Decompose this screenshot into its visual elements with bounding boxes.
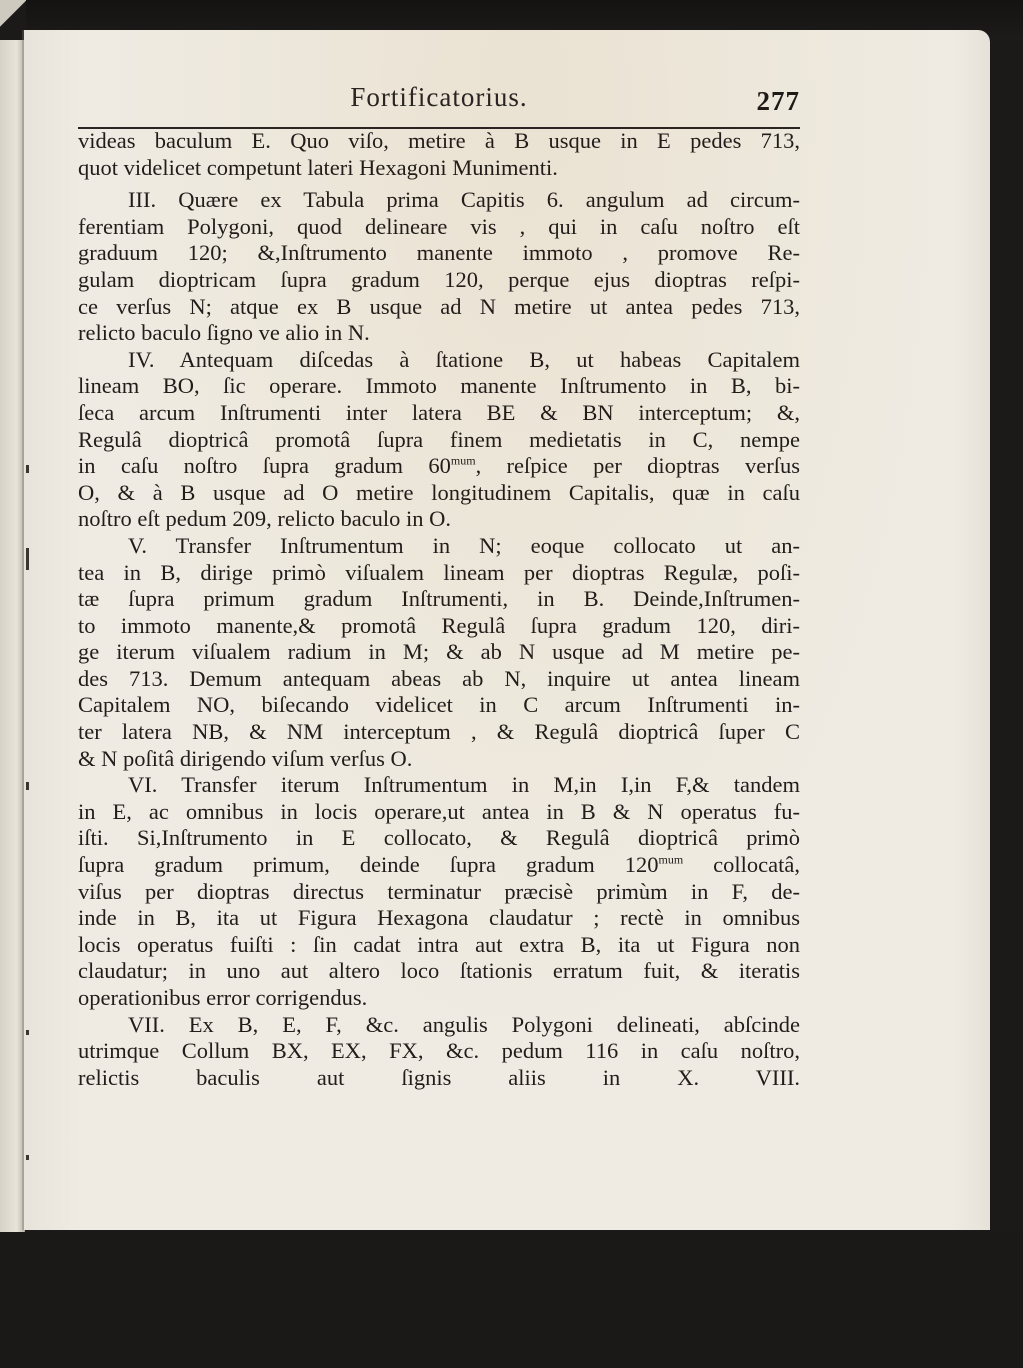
text-line: VII. Ex B, E, F, &c. angulis Polygoni delineati, abſcinde [128, 1011, 800, 1037]
page-number: 277 [756, 86, 800, 116]
text-line: viſus per dioptras directus terminatur præcisè primùm in F, de- [78, 878, 800, 904]
paragraph-III [78, 187, 800, 347]
text-line: V. Transfer Inſtrumentum in N; eoque collocato ut an- [128, 532, 800, 558]
margin-ink-mark [26, 465, 29, 473]
margin-ink-mark [26, 1155, 29, 1160]
paragraph-continuation [78, 128, 800, 181]
text-line: & N poſitâ dirigendo viſum verſus O. [78, 745, 413, 771]
scan-background-bottom [0, 1232, 1023, 1368]
paragraph-IV [78, 347, 800, 533]
text-line: to immoto manente,& promotâ Regulâ ſupra gradum 120, diri- [78, 612, 800, 638]
text-line: operationibus error corrigendus. [78, 985, 368, 1010]
text-line: noſtro eſt pedum 209, relicto baculo in O. [78, 506, 452, 532]
text-segment: relictis baculis aut ſignis aliis in X. [78, 1064, 700, 1090]
margin-ink-mark [26, 782, 29, 790]
paragraph-V [78, 533, 800, 772]
text-line: videas baculum E. Quo viſo, metire à B usque in E pedes 713, [78, 128, 800, 153]
text-line: IV. Antequam diſcedas à ſtatione B, ut habeas Capitalem [128, 346, 800, 372]
running-title: Fortificatorius. [350, 82, 528, 112]
text-line: Regulâ dioptricâ promotâ ſupra finem medietatis in C, nempe [78, 426, 800, 452]
gutter-fold [22, 30, 24, 1230]
text-line-with-catchword [78, 1065, 800, 1092]
ordinal-superscript: mum [658, 852, 684, 867]
text-line: lineam BO, ſic operare. Immoto manente Inſtrumento in B, bi- [78, 373, 800, 399]
text-line: tæ ſupra primum gradum Inſtrumenti, in B. Deinde,Inſtrumen- [78, 586, 800, 612]
text-line: ferentiam Polygoni, quod delineare vis , qui in caſu noſtro eſt [78, 213, 800, 239]
text-line: graduum 120; &,Inſtrumento manente immoto , promove Re- [78, 240, 800, 266]
text-segment: in caſu noſtro ſupra gradum 60 [78, 453, 451, 479]
margin-ink-mark [26, 1030, 29, 1035]
text-line: quot videlicet competunt lateri Hexagoni Munimenti. [78, 154, 558, 180]
text-line: relicto baculo ſigno ve alio in N. [78, 320, 370, 346]
ordinal-superscript: mum [450, 453, 476, 468]
margin-ink-mark [26, 548, 29, 570]
text-line: locis operatus fuiſti : ſin cadat intra aut extra B, ita ut Figura non [78, 931, 800, 957]
text-line: O, & à B usque ad O metire longitudinem Capitalis, quæ in caſu [78, 479, 800, 505]
text-line: tea in B, dirige primò viſualem lineam per dioptras Regulæ, poſi- [78, 559, 800, 585]
text-line: des 713. Demum antequam abeas ab N, inquire ut antea lineam [78, 665, 800, 691]
text-segment: ſupra gradum primum, deinde ſupra gradum 120 [78, 852, 659, 878]
text-line: ſeca arcum Inſtrumenti inter latera BE & BN interceptum; &, [78, 399, 800, 425]
text-line: ge iterum viſualem radium in M; & ab N usque ad M metire pe- [78, 639, 800, 665]
running-head [78, 82, 800, 126]
text-line: III. Quære ex Tabula prima Capitis 6. angulum ad circum- [128, 187, 800, 213]
text-line [78, 453, 800, 480]
text-segment: collocatâ, [683, 852, 800, 878]
paragraph-VI [78, 772, 800, 1011]
text-line: ter latera NB, & NM interceptum , & Regulâ dioptricâ ſuper C [78, 719, 800, 745]
body-text [78, 128, 800, 1091]
paragraph-VII [78, 1012, 800, 1092]
text-line [78, 852, 800, 879]
text-line: ce verſus N; atque ex B usque ad N metire ut antea pedes 713, [78, 293, 800, 319]
text-line: claudatur; in uno aut altero loco ſtationis erratum fuit, & iteratis [78, 958, 800, 984]
text-line: Capitalem NO, biſecando videlicet in C arcum Inſtrumenti in- [78, 692, 800, 718]
text-line: utrimque Collum BX, EX, FX, &c. pedum 116 in caſu noſtro, [78, 1038, 800, 1064]
catchword: VIII. [755, 1064, 801, 1090]
text-segment: , reſpice per dioptras verſus [475, 453, 800, 479]
text-line: inde in B, ita ut Figura Hexagona claudatur ; rectè in omnibus [78, 905, 800, 931]
text-line: gulam dioptricam ſupra gradum 120, perque ejus dioptras reſpi- [78, 266, 800, 292]
text-line: VI. Transfer iterum Inſtrumentum in M,in I,in F,& tandem [128, 772, 800, 798]
text-line: in E, ac omnibus in locis operare,ut antea in B & N operatus fu- [78, 798, 800, 824]
text-line: iſti. Si,Inſtrumento in E collocato, & Regulâ dioptricâ primò [78, 825, 800, 851]
